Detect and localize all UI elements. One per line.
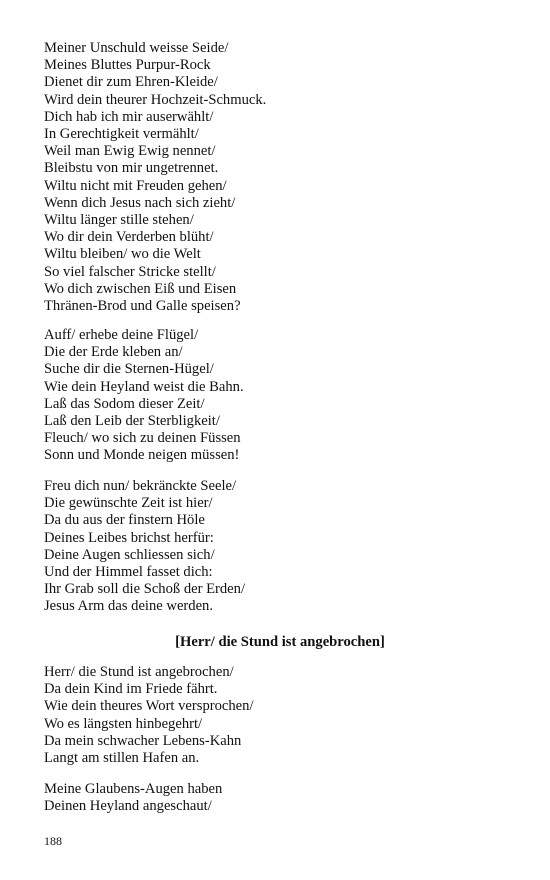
verse-line: So viel falscher Stricke stellt/ (44, 263, 216, 280)
page-number: 188 (44, 834, 62, 848)
verse-line: In Gerechtigkeit vermählt/ (44, 126, 199, 143)
poem-heading: [Herr/ die Stund ist angebrochen] (175, 634, 385, 650)
verse-line: Die der Erde kleben an/ (44, 344, 183, 361)
verse-line: Da du aus der finstern Höle (44, 512, 205, 529)
verse-line: Dich hab ich mir auserwählt/ (44, 108, 214, 125)
stanza-5 (44, 781, 504, 815)
verse-line: Wie dein theures Wort versprochen/ (44, 698, 254, 715)
verse-line: Wiltu nicht mit Freuden gehen/ (44, 177, 227, 194)
stanza-2 (44, 327, 504, 465)
stanza-1 (44, 40, 504, 315)
verse-line: Da mein schwacher Lebens-Kahn (44, 732, 242, 749)
verse-line: Wiltu länger stille stehen/ (44, 212, 194, 229)
verse-line: Thränen-Brod und Galle speisen? (44, 298, 241, 315)
verse-line: Deine Augen schliessen sich/ (44, 546, 215, 563)
stanza-4 (44, 664, 504, 767)
verse-line: Langt am stillen Hafen an. (44, 750, 200, 767)
verse-line: Meiner Unschuld weisse Seide/ (44, 40, 229, 56)
stanza-3 (44, 478, 504, 616)
verse-line: Wo dich zwischen Eiß und Eisen (44, 280, 237, 297)
verse-line: Sonn und Monde neigen müssen! (44, 447, 240, 464)
verse-line: Wird dein theurer Hochzeit-Schmuck. (44, 91, 267, 108)
verse-line: Und der Himmel fasset dich: (44, 564, 213, 581)
verse-line: Herr/ die Stund ist angebrochen/ (44, 664, 234, 680)
verse-line: Meines Bluttes Purpur-Rock (44, 57, 211, 74)
verse-line: Deinen Heyland angeschaut/ (44, 798, 212, 815)
verse-line: Weil man Ewig Ewig nennet/ (44, 143, 216, 160)
verse-line: Freu dich nun/ bekränckte Seele/ (44, 478, 237, 494)
verse-line: Wiltu bleiben/ wo die Welt (44, 246, 201, 263)
verse-line: Auff/ erhebe deine Flügel/ (44, 327, 199, 343)
verse-line: Wie dein Heyland weist die Bahn. (44, 378, 244, 395)
verse-line: Da dein Kind im Friede fährt. (44, 681, 218, 698)
verse-line: Ihr Grab soll die Schoß der Erden/ (44, 581, 246, 598)
verse-line: Fleuch/ wo sich zu deinen Füssen (44, 430, 241, 447)
verse-line: Meine Glaubens-Augen haben (44, 781, 223, 797)
verse-line: Jesus Arm das deine werden. (44, 598, 214, 615)
verse-line: Wo es längsten hinbegehrt/ (44, 715, 203, 732)
verse-line: Wo dir dein Verderben blüht/ (44, 229, 214, 246)
verse-line: Bleibstu von mir ungetrennet. (44, 160, 219, 177)
verse-line: Deines Leibes brichst herfür: (44, 529, 214, 546)
verse-line: Dienet dir zum Ehren-Kleide/ (44, 74, 218, 91)
verse-line: Laß das Sodom dieser Zeit/ (44, 395, 205, 412)
verse-line: Wenn dich Jesus nach sich zieht/ (44, 194, 236, 211)
verse-line: Suche dir die Sternen-Hügel/ (44, 361, 214, 378)
verse-line: Laß den Leib der Sterbligkeit/ (44, 413, 220, 430)
verse-line: Die gewünschte Zeit ist hier/ (44, 495, 213, 512)
